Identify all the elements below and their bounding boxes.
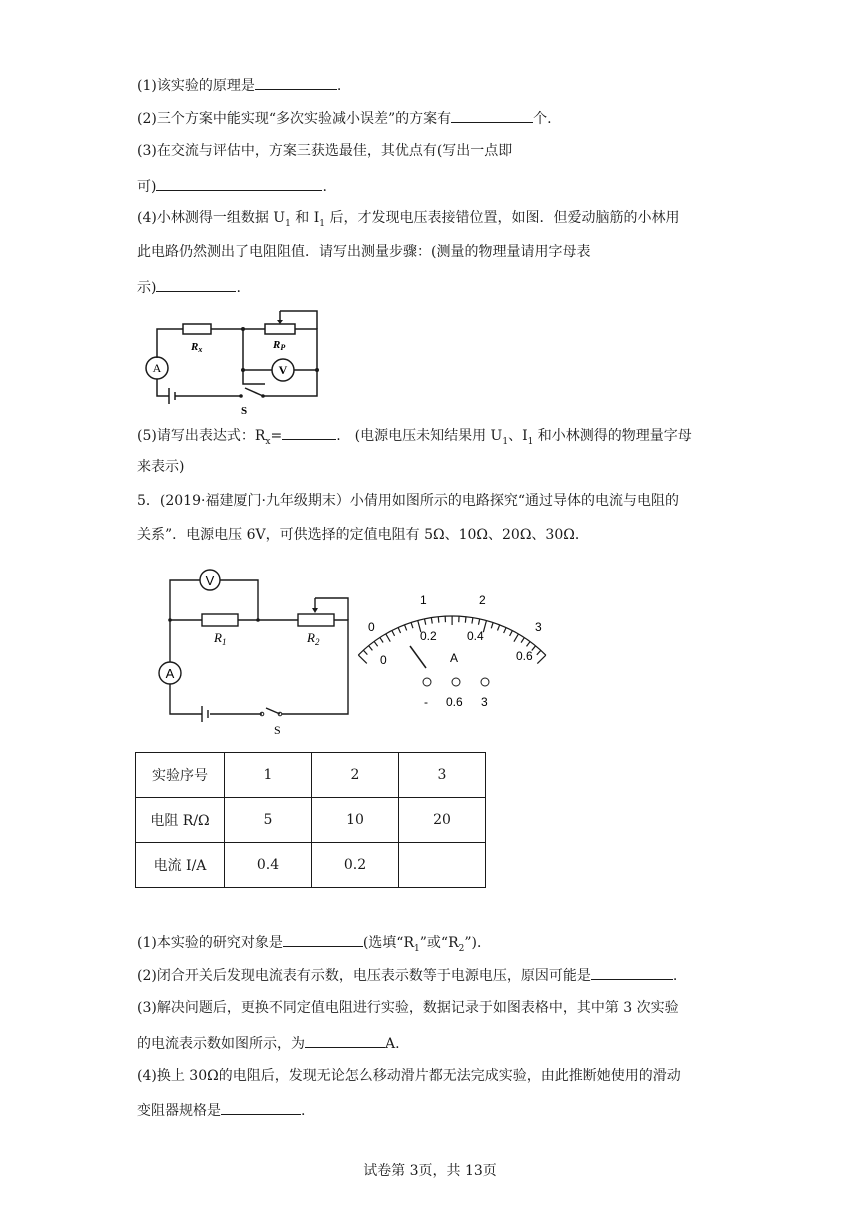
q4-part2: (2)三个方案中能实现“多次实验减小误差”的方案有 个. [137, 107, 552, 129]
q5-intro: 关系”．电源电压 6V，可供选择的定值电阻有 5Ω、10Ω、20Ω、30Ω． [137, 527, 589, 543]
dial-tick [472, 618, 473, 624]
dial-tick [438, 617, 439, 623]
table-row [136, 843, 486, 888]
bottom-scale-0.4: 0.4 [467, 629, 484, 643]
q5-header: 5．(2019·福建厦门·九年级期末）小倩用如图所示的电路探究“通过导体的电流与电阻的 [137, 493, 680, 509]
terminal-3 [481, 678, 489, 686]
r2-label: $R_2$ [307, 630, 320, 647]
table-cell: 5 [225, 798, 312, 843]
table-header-cell: 3 [399, 753, 486, 798]
rp-label: RP [273, 339, 286, 352]
answer-blank[interactable] [221, 1099, 301, 1115]
ammeter-dial [356, 588, 548, 710]
q4-part4-line2: 此电路仍然测出了电阻阻值．请写出测量步骤：(测量的物理量请用字母表 [137, 244, 591, 260]
q4-part4-line3: 示) . [137, 276, 241, 298]
dial-tick [514, 634, 519, 642]
answer-blank[interactable] [283, 931, 363, 947]
bottom-scale-0.6: 0.6 [516, 649, 533, 663]
table-header-row [136, 753, 486, 798]
dial-tick [527, 642, 531, 647]
r1-label: $R_1$ [214, 630, 227, 647]
table-cell: 电阻 R/Ω [136, 798, 225, 843]
switch-label: S [241, 405, 248, 417]
q4-part1: (1)该实验的原理是 . [137, 74, 341, 96]
table-row [136, 798, 486, 843]
dial-tick [392, 631, 395, 636]
dial-tick [405, 625, 407, 631]
top-scale-0: 0 [368, 620, 375, 634]
bottom-scale-0.2: 0.2 [420, 629, 437, 643]
dial-tick [483, 621, 486, 633]
dial-tick [498, 625, 500, 631]
unit-label: A [450, 651, 459, 665]
table-header-cell: 实验序号 [136, 753, 225, 798]
ammeter-label: A [152, 361, 162, 375]
q5-part3-line2: 的电流表示数如图所示，为 A. [137, 1032, 400, 1054]
voltmeter-label: V [205, 573, 215, 588]
dial-tick [537, 650, 541, 654]
q4-part5-line2: 来表示) [137, 459, 185, 475]
table-cell[interactable] [399, 843, 486, 888]
table-cell: 0.2 [312, 843, 399, 888]
dial-tick [537, 655, 546, 663]
q5-part1: (1)本实验的研究对象是 (选填“$R_1$”或“$R_2$”)． [137, 931, 491, 959]
top-scale-2: 2 [479, 593, 486, 607]
answer-blank[interactable] [255, 74, 337, 90]
answer-blank[interactable] [282, 424, 336, 440]
answer-blank[interactable] [305, 1032, 385, 1048]
dial-tick [465, 617, 466, 623]
q5-part4-line2: 变阻器规格是 . [137, 1099, 305, 1121]
terminal-label-0.6: 0.6 [446, 695, 463, 709]
page-footer: 试卷第 3页，共 13页 [363, 1163, 497, 1179]
dial-tick [491, 623, 493, 629]
top-scale-1: 1 [420, 593, 427, 607]
top-scale-3: 3 [535, 620, 542, 634]
q4-part4-line1: (4)小林测得一组数据 $U_1$ 和 $I_1$ 后，才发现电压表接错位置，如图．但爱动脑筋的小林用 [137, 210, 680, 229]
dial-tick [510, 631, 513, 636]
terminal-negative [423, 678, 431, 686]
q5-part2: (2)闭合开关后发现电流表有示数，电压表示数等于电源电压，原因可能是 . [137, 964, 677, 986]
dial-tick [478, 619, 479, 625]
answer-blank[interactable] [156, 276, 236, 292]
bottom-scale-0: 0 [380, 653, 387, 667]
dial-tick [374, 641, 378, 646]
q4-part3-line1: (3)在交流与评估中，方案三获选最佳，其优点有(写出一点即 [137, 143, 513, 159]
q5-part3-line1: (3)解决问题后，更换不同定值电阻进行实验，数据记录于如图表格中，其中第 3 次实验 [137, 1000, 679, 1016]
slider-arrow-icon [312, 608, 318, 613]
ammeter-label: A [165, 666, 175, 681]
table-cell: 20 [399, 798, 486, 843]
dial-tick [398, 628, 400, 633]
terminal-0.6 [452, 678, 460, 686]
terminal-label-3: 3 [481, 695, 488, 709]
dial-tick [363, 650, 367, 654]
dial-tick [380, 637, 383, 642]
dial-tick [521, 638, 524, 643]
table-cell: 10 [312, 798, 399, 843]
dial-tick [386, 634, 391, 642]
dial-tick [411, 623, 413, 629]
rx-label: Rx [191, 341, 203, 354]
table-cell: 0.4 [225, 843, 312, 888]
switch-label: S [274, 723, 281, 737]
table-header-cell: 1 [225, 753, 312, 798]
answer-blank[interactable] [591, 964, 673, 980]
voltmeter-label: V [278, 363, 288, 377]
dial-tick [369, 646, 373, 651]
dial-tick [431, 618, 432, 624]
answer-blank[interactable] [156, 175, 322, 191]
q4-part5-line1: (5)请写出表达式：$R_x=$ . (电源电压未知结果用 $U_1$、$I_1$ 和小林测得的物理量字母 [137, 424, 692, 452]
dial-tick [358, 655, 367, 663]
q5-part4-line1: (4)换上 30Ω的电阻后，发现无论怎么移动滑片都无法完成实验，由此推断她使用的滑动 [137, 1068, 681, 1084]
terminal-label-negative: - [424, 695, 428, 709]
table-cell: 电流 I/A [136, 843, 225, 888]
q4-part3-line2: 可) . [137, 175, 327, 197]
data-table [135, 752, 486, 888]
dial-tick [425, 619, 426, 625]
circuit-diagram-1 [135, 302, 335, 420]
dial-tick [504, 628, 506, 633]
answer-blank[interactable] [451, 107, 533, 123]
meter-needle [410, 646, 426, 668]
circuit-diagram-2 [152, 562, 357, 740]
table-header-cell: 2 [312, 753, 399, 798]
